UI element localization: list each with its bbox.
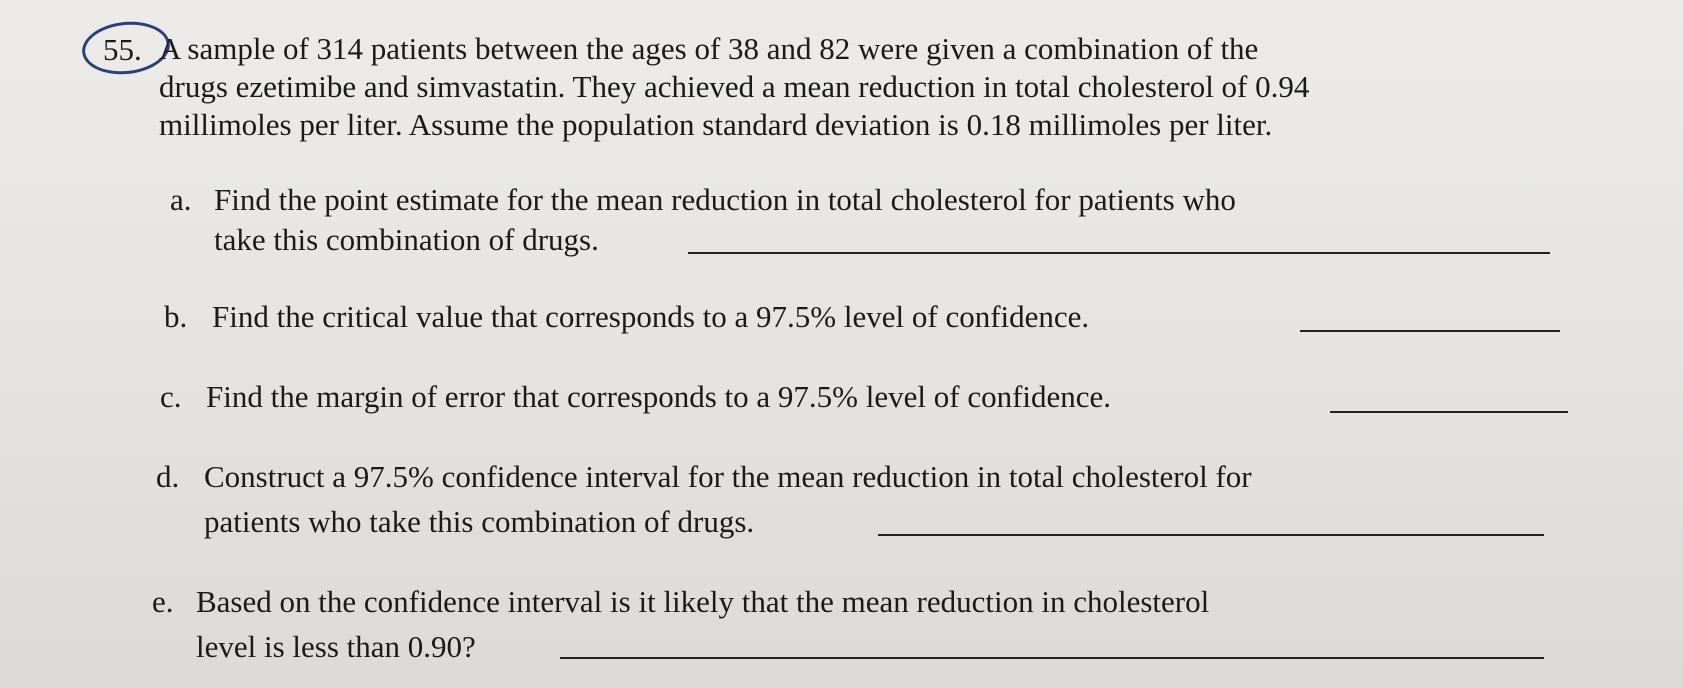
part-line: Find the critical value that corresponds to a 97.5% level of confidence.	[212, 299, 1090, 334]
part-line: Based on the confidence interval is it likely that the mean reduction in cholesterol	[196, 584, 1210, 619]
part-line: Find the point estimate for the mean reduction in total cholesterol for patients who	[214, 182, 1236, 217]
part-line: level is less than 0.90?	[196, 629, 476, 664]
part-letter: d.	[156, 459, 180, 494]
problem-number: 55.	[103, 32, 142, 67]
stem-line: millimoles per liter. Assume the population standard deviation is 0.18 millimoles per liter.	[159, 107, 1273, 142]
part-letter: b.	[164, 299, 188, 334]
stem-line: drugs ezetimibe and simvastatin. They achieved a mean reduction in total cholesterol of 0.94	[159, 69, 1310, 104]
answer-blank-a[interactable]	[688, 252, 1550, 254]
answer-blank-e[interactable]	[560, 657, 1544, 659]
part-line: patients who take this combination of drugs.	[204, 504, 755, 539]
part-line: Find the margin of error that corresponds to a 97.5% level of confidence.	[206, 379, 1112, 414]
part-line: take this combination of drugs.	[214, 222, 599, 257]
stem-line: A sample of 314 patients between the ages of 38 and 82 were given a combination of the	[159, 31, 1259, 66]
answer-blank-d[interactable]	[878, 534, 1544, 536]
part-letter: a.	[170, 182, 192, 217]
part-letter: e.	[152, 584, 174, 619]
answer-blank-b[interactable]	[1300, 330, 1560, 332]
answer-blank-c[interactable]	[1330, 411, 1568, 413]
part-letter: c.	[160, 379, 182, 414]
part-line: Construct a 97.5% confidence interval for the mean reduction in total cholesterol for	[204, 459, 1252, 494]
problem-stem	[159, 30, 1559, 144]
